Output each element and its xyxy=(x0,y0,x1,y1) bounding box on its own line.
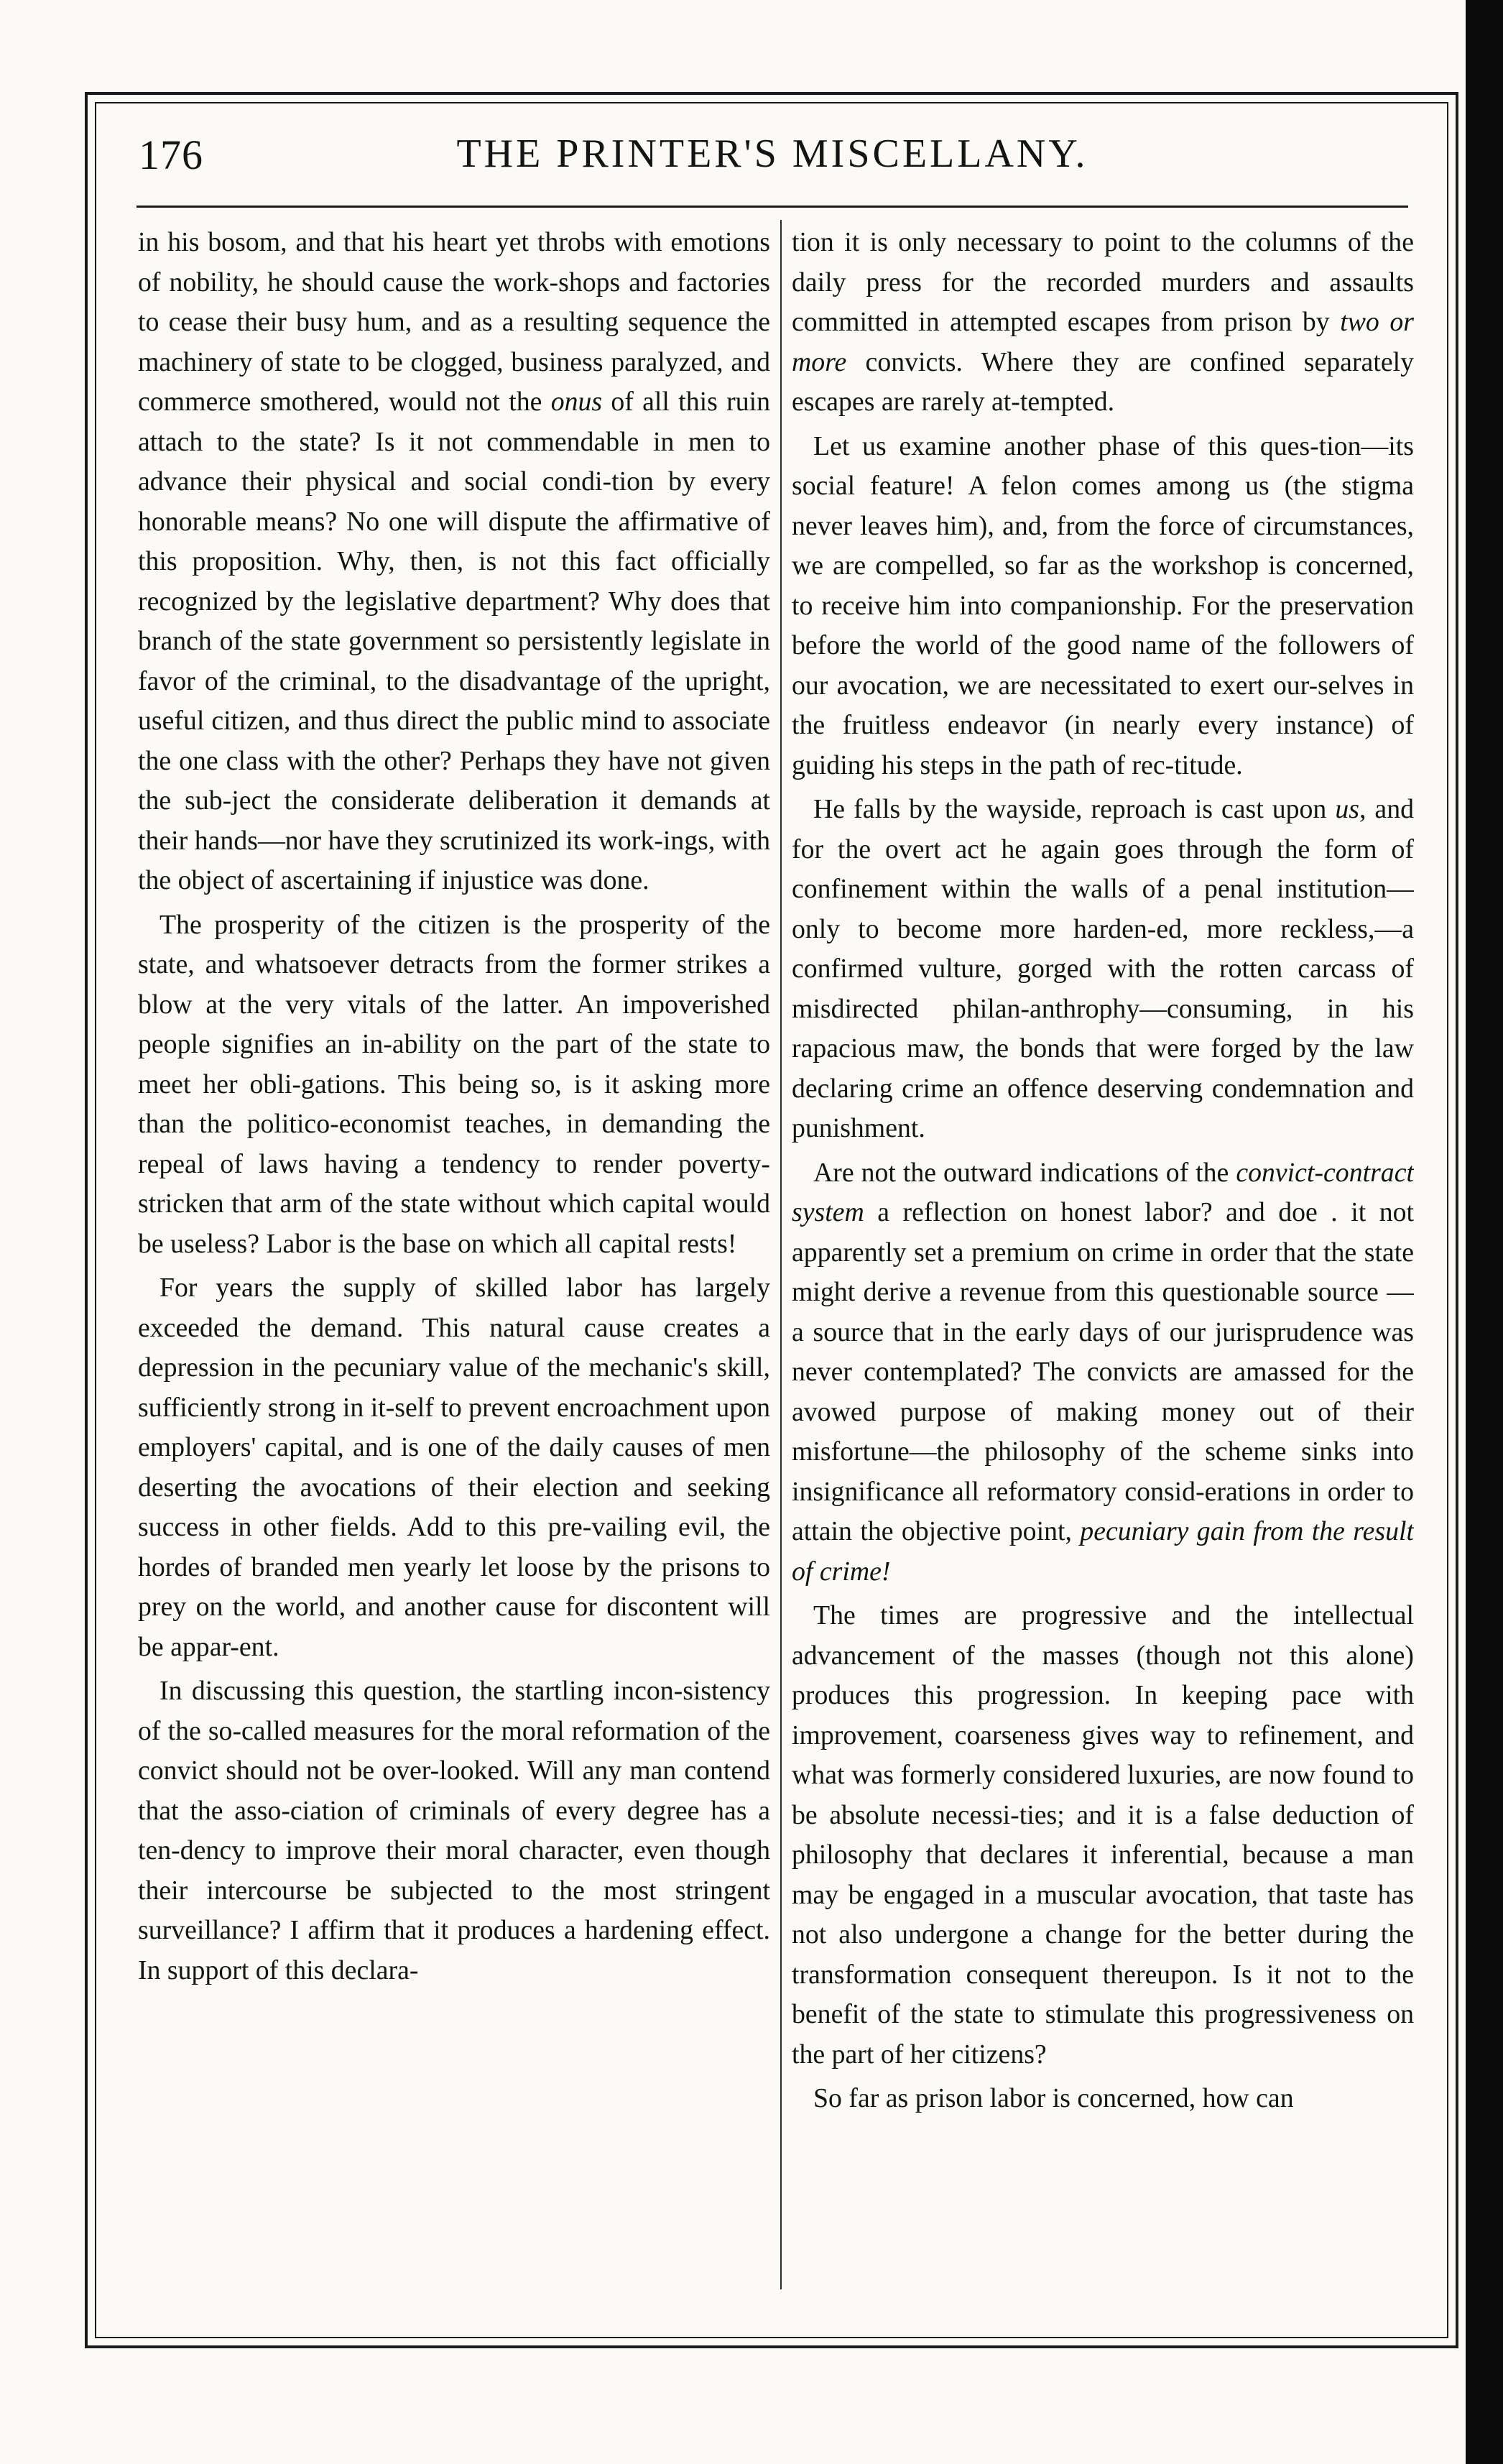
left-column xyxy=(138,223,770,2292)
text-run: He falls by the wayside, reproach is cast upon xyxy=(813,794,1336,824)
italic-run: convict-contract system xyxy=(792,1157,1414,1227)
paragraph xyxy=(792,223,1414,423)
paragraph xyxy=(792,790,1414,1149)
text-run: Are not the outward indications of the xyxy=(813,1157,1236,1188)
text-run: a reflection on honest labor? and doe . it not apparently set a premium on crime in order that the state might derive a revenue from this questionable source —a source that in the early days of our jurisprudence was never contemplated? The convicts are amassed for the avowed purpose of making money out of their misfortune—the philosophy of the scheme sinks into insignificance all reformatory consid-erations in order to attain the objective point, xyxy=(792,1197,1414,1546)
text-run: , and for the overt act he again goes through the form of confinement within the walls of a penal institution—only to become more harden-ed, more reckless,—a confirmed vulture, gorged with the rotten carcass of misdirected philan-anthrophy—consuming, in his rapacious maw, the bonds that were forged by the law declaring crime an offence deserving condemnation and punishment. xyxy=(792,794,1414,1143)
page-number: 176 xyxy=(139,131,203,178)
italic-run: us xyxy=(1335,794,1359,824)
paragraph: The prosperity of the citizen is the prosperity of the state, and whatsoever detracts from the former strikes a blow at the very vitals of the latter. An impoverished people signifies an in-ability on the part of the state to meet her obli-gations. This being so, is it asking more than the politico-economist teaches, in demanding the repeal of laws having a tendency to render poverty-stricken that arm of the state without which capital would be useless? Labor is the base on which all capital rests! xyxy=(138,909,770,1259)
italic-run: onus xyxy=(550,387,603,417)
right-column xyxy=(792,223,1414,2292)
paragraph: In discussing this question, the startling incon-sistency of the so-called measures for the moral reformation of the convict should not be over-looked. Will any man contend that the asso-ciation of criminals of every degree has a ten-dency to improve their moral character, even though their intercourse be subjected to the most stringent surveillance? I affirm that it produces a hardening effect. In support of this declara- xyxy=(138,1676,770,1985)
text-run: in his bosom, and that his heart yet throbs with emotions of nobility, he should cause the work-shops and factories to cease their busy hum, and as a resulting sequence the machinery of state to be clogged, business paralyzed, and commerce smothered, would not the xyxy=(138,227,770,417)
text-run: of all this ruin attach to the state? Is it not commendable in men to advance their physical and social condi-tion by every honorable means? No one will dispute the affirmative of this proposition. Why, then, is not this fact officially recognized by the legislative department? Why does that branch of the state government so persistently legislate in favor of the criminal, to the disadvantage of the upright, useful citizen, and thus direct the public mind to associate the one class with the other? Perhaps they have not given the sub-ject the considerate deliberation it demands at their hands—nor have they scrutinized its work-ings, with the object of ascertaining if injustice was done. xyxy=(138,387,770,895)
italic-run: two or more xyxy=(792,307,1414,377)
paragraph: The times are progressive and the intellectual advancement of the masses (though not this alone) produces this progression. In keeping pace with improvement, coarseness gives way to refinement, and what was formerly considered luxuries, are now found to be absolute necessi-ties; and it is a false deduction of philosophy that declares it inferential, because a man may be engaged in a muscular avocation, that taste has not also undergone a change for the better during the transformation consequent thereupon. Is it not to the benefit of the state to stimulate this progressiveness on the part of her citizens? xyxy=(792,1600,1414,2070)
book-spine-shadow xyxy=(1466,0,1503,2464)
paragraph: Let us examine another phase of this ques-tion—its social feature! A felon comes among us (the stigma never leaves him), and, from the force of circumstances, we are compelled, so far as the workshop is concerned, to receive him into companionship. For the preservation before the world of the good name of the followers of our avocation, we are necessitated to exert our-selves in the fruitless endeavor (in nearly every instance) of guiding his steps in the path of rec-titude. xyxy=(792,430,1414,780)
text-run: convicts. Where they are confined separately escapes are rarely at-tempted. xyxy=(792,346,1414,417)
paragraph xyxy=(138,223,770,901)
italic-run: pecuniary gain from the result of crime! xyxy=(792,1516,1414,1587)
text-run: tion it is only necessary to point to the columns of the daily press for the recorded murders and assaults committed in attempted escapes from prison by xyxy=(792,227,1414,337)
header-rule xyxy=(137,206,1408,208)
page-header xyxy=(133,126,1412,184)
paragraph xyxy=(792,1153,1414,1592)
column-divider xyxy=(780,220,782,2289)
paragraph: So far as prison labor is concerned, how can xyxy=(813,2083,1294,2113)
paragraph: For years the supply of skilled labor has largely exceeded the demand. This natural cause creates a depression in the pecuniary value of the mechanic's skill, sufficiently strong in it-self to prevent encroachment upon employers' capital, and is one of the daily causes of men deserting the avocations of their election and seeking success in other fields. Add to this pre-vailing evil, the hordes of branded men yearly let loose by the prisons to prey on the world, and another cause for discontent will be appar-ent. xyxy=(138,1273,770,1662)
running-title: THE PRINTER'S MISCELLANY. xyxy=(456,131,1088,176)
